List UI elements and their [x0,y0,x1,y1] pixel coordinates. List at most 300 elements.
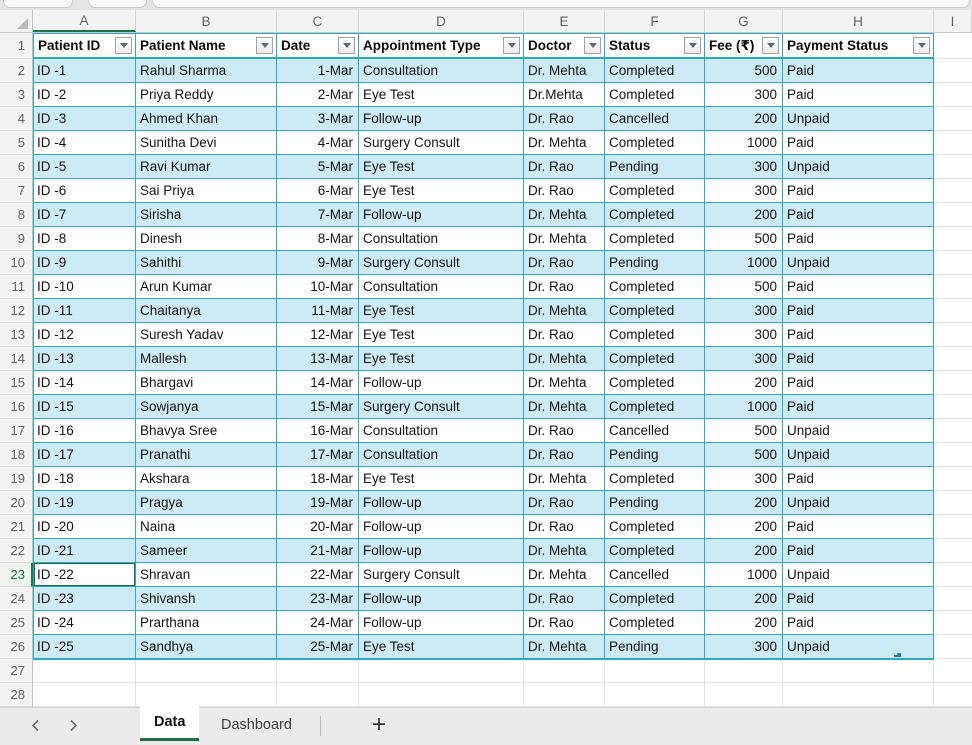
table-cell[interactable]: Pranathi [136,443,277,467]
empty-cell[interactable] [934,83,972,107]
table-cell[interactable]: 23-Mar [277,587,359,611]
table-cell[interactable]: Dr. Rao [524,587,605,611]
table-cell[interactable]: Mallesh [136,347,277,371]
table-cell[interactable]: Dr. Mehta [524,539,605,563]
table-cell[interactable]: Pending [605,155,705,179]
table-cell[interactable]: Consultation [359,275,524,299]
table-cell[interactable]: Completed [605,203,705,227]
table-cell[interactable]: Completed [605,587,705,611]
table-cell[interactable]: 300 [705,155,783,179]
table-cell[interactable]: 21-Mar [277,539,359,563]
table-cell[interactable]: Pragya [136,491,277,515]
table-cell[interactable]: Consultation [359,419,524,443]
empty-cell[interactable] [277,659,359,683]
table-cell[interactable]: Naina [136,515,277,539]
row-header-19[interactable]: 19 [0,467,33,491]
row-header-8[interactable]: 8 [0,203,33,227]
table-cell[interactable]: Paid [783,59,934,83]
table-cell[interactable]: Paid [783,131,934,155]
table-cell[interactable]: Consultation [359,443,524,467]
empty-cell[interactable] [934,251,972,275]
column-header-letter-d[interactable]: D [359,10,524,32]
table-cell[interactable]: Completed [605,395,705,419]
table-cell[interactable]: Surgery Consult [359,131,524,155]
table-cell[interactable]: Pending [605,491,705,515]
empty-cell[interactable] [136,683,277,707]
empty-cell[interactable] [934,299,972,323]
table-cell[interactable]: Follow-up [359,611,524,635]
header-date[interactable] [277,33,359,59]
table-cell[interactable]: Surgery Consult [359,251,524,275]
table-cell[interactable]: ID -21 [33,539,136,563]
table-cell[interactable]: Dr. Mehta [524,227,605,251]
row-header-15[interactable]: 15 [0,371,33,395]
empty-cell[interactable] [934,275,972,299]
row-header-28[interactable]: 28 [0,683,33,707]
row-header-17[interactable]: 17 [0,419,33,443]
table-cell[interactable]: Sunitha Devi [136,131,277,155]
row-header-26[interactable]: 26 [0,635,33,659]
table-cell[interactable]: Paid [783,203,934,227]
table-cell[interactable]: 200 [705,491,783,515]
row-header-14[interactable]: 14 [0,347,33,371]
table-cell[interactable]: ID -4 [33,131,136,155]
select-all-corner[interactable] [0,10,33,32]
empty-cell[interactable] [934,323,972,347]
table-cell[interactable]: Paid [783,275,934,299]
table-cell[interactable]: Follow-up [359,203,524,227]
header-fee[interactable] [705,33,783,59]
table-cell[interactable]: ID -25 [33,635,136,659]
table-cell[interactable]: Unpaid [783,563,934,587]
empty-cell[interactable] [934,563,972,587]
filter-dropdown-button[interactable] [913,37,930,54]
empty-cell[interactable] [359,659,524,683]
table-cell[interactable]: Prarthana [136,611,277,635]
row-header-22[interactable]: 22 [0,539,33,563]
table-cell[interactable]: ID -20 [33,515,136,539]
header-appointment-type[interactable] [359,33,524,59]
filter-dropdown-button[interactable] [115,37,132,54]
row-header-2[interactable]: 2 [0,59,33,83]
empty-cell[interactable] [934,227,972,251]
table-cell[interactable]: Dinesh [136,227,277,251]
empty-cell[interactable] [524,659,605,683]
table-cell[interactable]: Paid [783,611,934,635]
table-cell[interactable]: Arun Kumar [136,275,277,299]
table-cell[interactable]: Dr. Rao [524,251,605,275]
empty-cell[interactable] [934,635,972,659]
table-cell[interactable]: 200 [705,587,783,611]
table-cell[interactable]: 1000 [705,251,783,275]
table-cell[interactable]: Sandhya [136,635,277,659]
empty-cell[interactable] [934,371,972,395]
table-cell[interactable]: Unpaid [783,635,934,659]
table-cell[interactable]: 4-Mar [277,131,359,155]
table-cell[interactable]: Chaitanya [136,299,277,323]
table-cell[interactable]: Unpaid [783,443,934,467]
table-cell[interactable]: Eye Test [359,179,524,203]
table-cell[interactable]: 14-Mar [277,371,359,395]
table-cell[interactable]: Completed [605,515,705,539]
prev-sheet-button[interactable] [26,716,44,734]
table-cell[interactable]: Dr. Mehta [524,395,605,419]
table-cell[interactable]: Dr. Mehta [524,131,605,155]
table-cell[interactable]: 5-Mar [277,155,359,179]
empty-cell[interactable] [934,179,972,203]
table-cell[interactable]: 500 [705,227,783,251]
empty-cell[interactable] [934,611,972,635]
empty-cell[interactable] [934,491,972,515]
filter-dropdown-button[interactable] [584,37,601,54]
table-cell[interactable]: Paid [783,83,934,107]
table-cell[interactable]: Shivansh [136,587,277,611]
table-cell[interactable]: Unpaid [783,155,934,179]
empty-cell[interactable] [934,59,972,83]
table-cell[interactable]: Completed [605,83,705,107]
row-header-3[interactable]: 3 [0,83,33,107]
table-cell[interactable]: Cancelled [605,419,705,443]
row-header-6[interactable]: 6 [0,155,33,179]
filter-dropdown-button[interactable] [762,37,779,54]
header-status[interactable] [605,33,705,59]
table-cell[interactable]: 200 [705,371,783,395]
table-cell[interactable]: 1000 [705,131,783,155]
empty-cell[interactable] [136,659,277,683]
table-cell[interactable]: Completed [605,299,705,323]
table-cell[interactable]: 6-Mar [277,179,359,203]
table-cell[interactable]: Dr. Mehta [524,563,605,587]
empty-cell[interactable] [934,587,972,611]
table-cell[interactable]: Completed [605,131,705,155]
empty-cell[interactable] [277,683,359,707]
table-cell[interactable]: Dr. Rao [524,515,605,539]
empty-cell[interactable] [934,33,972,59]
row-header-12[interactable]: 12 [0,299,33,323]
table-cell[interactable]: 200 [705,203,783,227]
table-cell[interactable]: Ahmed Khan [136,107,277,131]
table-cell[interactable]: ID -2 [33,83,136,107]
table-cell[interactable]: ID -14 [33,371,136,395]
empty-cell[interactable] [934,131,972,155]
row-header-18[interactable]: 18 [0,443,33,467]
table-cell[interactable]: Follow-up [359,539,524,563]
table-cell[interactable]: ID -9 [33,251,136,275]
table-cell[interactable]: 300 [705,83,783,107]
table-cell[interactable]: Dr. Rao [524,155,605,179]
table-cell[interactable]: 10-Mar [277,275,359,299]
table-cell[interactable]: Completed [605,611,705,635]
table-cell[interactable]: Eye Test [359,323,524,347]
column-header-letter-f[interactable]: F [605,10,705,32]
table-cell[interactable]: 16-Mar [277,419,359,443]
empty-cell[interactable] [934,347,972,371]
table-cell[interactable]: 1000 [705,563,783,587]
table-cell[interactable]: 200 [705,107,783,131]
table-cell[interactable]: 300 [705,635,783,659]
table-cell[interactable]: Dr. Rao [524,323,605,347]
table-cell[interactable]: Dr. Rao [524,275,605,299]
column-header-letter-b[interactable]: B [136,10,277,32]
table-cell[interactable]: ID -12 [33,323,136,347]
table-cell[interactable]: Sirisha [136,203,277,227]
table-cell[interactable]: 300 [705,179,783,203]
column-header-letter-g[interactable]: G [705,10,783,32]
empty-cell[interactable] [359,683,524,707]
table-cell[interactable]: Paid [783,179,934,203]
table-cell[interactable]: 11-Mar [277,299,359,323]
table-cell[interactable]: Paid [783,371,934,395]
active-cell[interactable]: ID -22 [33,563,136,587]
table-cell[interactable]: Dr. Mehta [524,467,605,491]
table-cell[interactable]: 19-Mar [277,491,359,515]
empty-cell[interactable] [934,515,972,539]
table-cell[interactable]: Completed [605,323,705,347]
table-cell[interactable]: 300 [705,323,783,347]
table-cell[interactable]: 15-Mar [277,395,359,419]
table-cell[interactable]: Dr. Mehta [524,347,605,371]
table-cell[interactable]: Cancelled [605,107,705,131]
table-cell[interactable]: 200 [705,539,783,563]
table-cell[interactable]: Completed [605,539,705,563]
table-cell[interactable]: Paid [783,515,934,539]
sheet-tab-dashboard[interactable] [203,708,310,741]
row-header-4[interactable]: 4 [0,107,33,131]
table-cell[interactable]: Surgery Consult [359,563,524,587]
row-header-5[interactable]: 5 [0,131,33,155]
table-cell[interactable]: Dr.Mehta [524,83,605,107]
table-cell[interactable]: Sahithi [136,251,277,275]
table-cell[interactable]: Completed [605,347,705,371]
table-cell[interactable]: ID -8 [33,227,136,251]
table-cell[interactable]: Dr. Rao [524,611,605,635]
table-cell[interactable]: ID -15 [33,395,136,419]
table-cell[interactable]: 3-Mar [277,107,359,131]
empty-cell[interactable] [934,683,972,707]
table-cell[interactable]: ID -16 [33,419,136,443]
table-cell[interactable]: Rahul Sharma [136,59,277,83]
empty-cell[interactable] [783,683,934,707]
table-cell[interactable]: Bhargavi [136,371,277,395]
table-cell[interactable]: Paid [783,539,934,563]
table-cell[interactable]: 2-Mar [277,83,359,107]
table-cell[interactable]: Paid [783,323,934,347]
row-header-7[interactable]: 7 [0,179,33,203]
table-cell[interactable]: ID -11 [33,299,136,323]
table-cell[interactable]: Dr. Rao [524,419,605,443]
table-cell[interactable]: ID -13 [33,347,136,371]
table-cell[interactable]: Dr. Mehta [524,203,605,227]
table-cell[interactable]: Dr. Mehta [524,59,605,83]
row-header-27[interactable]: 27 [0,659,33,683]
table-cell[interactable]: ID -6 [33,179,136,203]
table-cell[interactable]: ID -3 [33,107,136,131]
table-cell[interactable]: 22-Mar [277,563,359,587]
table-cell[interactable]: Paid [783,587,934,611]
table-cell[interactable]: 200 [705,515,783,539]
table-cell[interactable]: ID -23 [33,587,136,611]
table-cell[interactable]: 300 [705,467,783,491]
table-cell[interactable]: 9-Mar [277,251,359,275]
add-sheet-button[interactable] [364,710,394,740]
table-cell[interactable]: 8-Mar [277,227,359,251]
empty-cell[interactable] [705,659,783,683]
table-cell[interactable]: Completed [605,227,705,251]
table-cell[interactable]: Akshara [136,467,277,491]
empty-cell[interactable] [33,659,136,683]
table-cell[interactable]: 500 [705,443,783,467]
header-doctor[interactable] [524,33,605,59]
header-payment-status[interactable] [783,33,934,59]
table-cell[interactable]: Dr. Mehta [524,299,605,323]
table-cell[interactable]: Dr. Rao [524,491,605,515]
column-header-letter-e[interactable]: E [524,10,605,32]
table-cell[interactable]: 1000 [705,395,783,419]
next-sheet-button[interactable] [64,716,82,734]
table-cell[interactable]: ID -18 [33,467,136,491]
table-cell[interactable]: Completed [605,467,705,491]
row-header-23[interactable]: 23 [0,563,33,587]
table-cell[interactable]: ID -10 [33,275,136,299]
table-cell[interactable]: 24-Mar [277,611,359,635]
table-cell[interactable]: Completed [605,59,705,83]
table-cell[interactable]: Paid [783,299,934,323]
table-cell[interactable]: 7-Mar [277,203,359,227]
table-cell[interactable]: Consultation [359,227,524,251]
table-cell[interactable]: Unpaid [783,107,934,131]
table-cell[interactable]: Priya Reddy [136,83,277,107]
table-cell[interactable]: Follow-up [359,587,524,611]
table-cell[interactable]: 13-Mar [277,347,359,371]
table-cell[interactable]: Pending [605,635,705,659]
table-cell[interactable]: Completed [605,179,705,203]
table-cell[interactable]: 300 [705,299,783,323]
table-cell[interactable]: Follow-up [359,491,524,515]
filter-dropdown-button[interactable] [256,37,273,54]
table-cell[interactable]: 17-Mar [277,443,359,467]
empty-cell[interactable] [934,395,972,419]
table-cell[interactable]: Sowjanya [136,395,277,419]
table-cell[interactable]: Eye Test [359,299,524,323]
row-header-1[interactable]: 1 [0,33,33,59]
table-cell[interactable]: 300 [705,347,783,371]
empty-cell[interactable] [524,683,605,707]
table-cell[interactable]: Pending [605,251,705,275]
table-cell[interactable]: Ravi Kumar [136,155,277,179]
table-cell[interactable]: 1-Mar [277,59,359,83]
table-cell[interactable]: Shravan [136,563,277,587]
table-cell[interactable]: Unpaid [783,491,934,515]
table-cell[interactable]: Completed [605,371,705,395]
table-cell[interactable]: Completed [605,275,705,299]
header-patient-name[interactable] [136,33,277,59]
column-header-letter-h[interactable]: H [783,10,934,32]
table-cell[interactable]: ID -7 [33,203,136,227]
empty-cell[interactable] [934,467,972,491]
table-cell[interactable]: 25-Mar [277,635,359,659]
empty-cell[interactable] [934,155,972,179]
table-cell[interactable]: Suresh Yadav [136,323,277,347]
empty-cell[interactable] [934,659,972,683]
empty-cell[interactable] [605,659,705,683]
row-header-9[interactable]: 9 [0,227,33,251]
column-header-letter-i[interactable]: I [934,10,972,32]
table-cell[interactable]: ID -5 [33,155,136,179]
empty-cell[interactable] [934,419,972,443]
table-cell[interactable]: Consultation [359,59,524,83]
empty-cell[interactable] [783,659,934,683]
table-cell[interactable]: Follow-up [359,107,524,131]
filter-dropdown-button[interactable] [684,37,701,54]
sheet-tab-data[interactable] [140,706,199,741]
table-cell[interactable]: Dr. Mehta [524,371,605,395]
empty-cell[interactable] [934,443,972,467]
column-header-letter-c[interactable]: C [277,10,359,32]
empty-cell[interactable] [934,539,972,563]
empty-cell[interactable] [934,107,972,131]
row-header-11[interactable]: 11 [0,275,33,299]
row-header-21[interactable]: 21 [0,515,33,539]
table-cell[interactable]: Paid [783,347,934,371]
table-cell[interactable]: Eye Test [359,83,524,107]
table-cell[interactable]: ID -17 [33,443,136,467]
table-cell[interactable]: Sameer [136,539,277,563]
table-cell[interactable]: Pending [605,443,705,467]
table-cell[interactable]: Eye Test [359,635,524,659]
table-cell[interactable]: ID -24 [33,611,136,635]
table-cell[interactable]: ID -1 [33,59,136,83]
table-cell[interactable]: Dr. Rao [524,107,605,131]
filter-dropdown-button[interactable] [503,37,520,54]
row-header-20[interactable]: 20 [0,491,33,515]
table-cell[interactable]: Unpaid [783,251,934,275]
table-cell[interactable]: 18-Mar [277,467,359,491]
table-cell[interactable]: Paid [783,395,934,419]
table-cell[interactable]: 500 [705,275,783,299]
table-cell[interactable]: Eye Test [359,347,524,371]
table-cell[interactable]: Follow-up [359,515,524,539]
table-cell[interactable]: 20-Mar [277,515,359,539]
table-cell[interactable]: Surgery Consult [359,395,524,419]
table-cell[interactable]: Paid [783,227,934,251]
table-cell[interactable]: Eye Test [359,467,524,491]
table-cell[interactable]: Unpaid [783,419,934,443]
table-cell[interactable]: 200 [705,611,783,635]
filter-dropdown-button[interactable] [338,37,355,54]
row-header-10[interactable]: 10 [0,251,33,275]
column-header-letter-a[interactable]: A [33,10,136,32]
table-cell[interactable]: Cancelled [605,563,705,587]
header-patient-id[interactable] [33,33,136,59]
table-cell[interactable]: ID -19 [33,491,136,515]
row-header-25[interactable]: 25 [0,611,33,635]
table-cell[interactable]: Sai Priya [136,179,277,203]
table-cell[interactable]: 12-Mar [277,323,359,347]
empty-cell[interactable] [934,203,972,227]
table-cell[interactable]: Dr. Rao [524,443,605,467]
table-cell[interactable]: Dr. Mehta [524,635,605,659]
table-cell[interactable]: 500 [705,59,783,83]
empty-cell[interactable] [33,683,136,707]
empty-cell[interactable] [705,683,783,707]
table-cell[interactable]: Dr. Rao [524,179,605,203]
row-header-13[interactable]: 13 [0,323,33,347]
row-header-24[interactable]: 24 [0,587,33,611]
table-cell[interactable]: Eye Test [359,155,524,179]
table-cell[interactable]: Paid [783,467,934,491]
table-cell[interactable]: Follow-up [359,371,524,395]
row-header-16[interactable]: 16 [0,395,33,419]
